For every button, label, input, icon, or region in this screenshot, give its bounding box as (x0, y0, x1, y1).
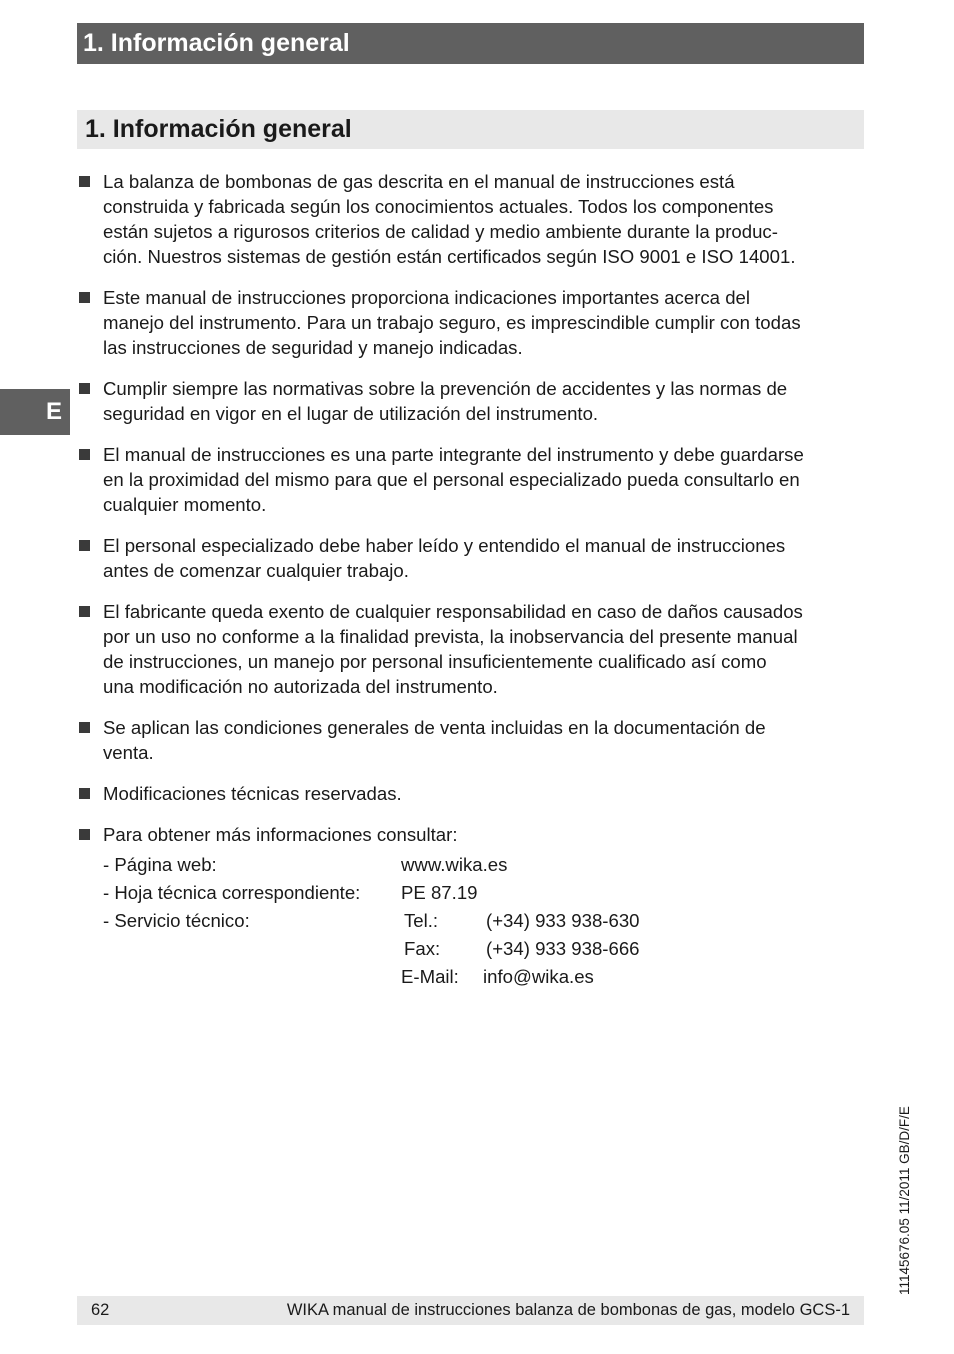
page-footer (77, 1296, 864, 1325)
list-item-text: Modificaciones técnicas reservadas. (103, 783, 402, 804)
datasheet-value: PE 87.19 (401, 882, 478, 903)
list-item (77, 715, 877, 765)
contact-row-service (103, 907, 703, 935)
list-item-text: Para obtener más informaciones consultar: (103, 824, 458, 845)
list-item (77, 442, 877, 517)
list-item (77, 533, 877, 583)
bullet-list (77, 169, 877, 863)
email-label: E-Mail: (401, 966, 459, 987)
square-bullet-icon (79, 829, 90, 840)
square-bullet-icon (79, 176, 90, 187)
square-bullet-icon (79, 292, 90, 303)
language-tab (0, 389, 70, 435)
list-item-text: Se aplican las condiciones generales de venta incluidas en la documentación de venta. (103, 717, 766, 763)
datasheet-label: - Hoja técnica correspondiente: (103, 882, 361, 903)
contact-row-web (103, 851, 703, 879)
list-item (77, 781, 877, 806)
list-item-text: El personal especializado debe haber leído y entendido el manual de instrucciones antes de comenzar cualquier trabajo. (103, 535, 786, 581)
square-bullet-icon (79, 788, 90, 799)
contact-block (103, 851, 703, 991)
tel-label: Tel.: (404, 910, 439, 931)
list-item-text: El manual de instrucciones es una parte integrante del instrumento y debe guardarse en la proximidad del mismo para que el personal especializado pueda consultarlo en cualquier momento. (103, 444, 804, 515)
list-item-text: La balanza de bombonas de gas descrita en el manual de instrucciones está construida y fabricada según los conocimientos actuales. Todos los componentes están sujetos a rigurosos criterios de calidad y medio ambiente durante la produc- ción. Nuestros sistemas de gestión están certificados según ISO 9001 e ISO 14001. (103, 171, 796, 267)
service-label: - Servicio técnico: (103, 910, 250, 931)
square-bullet-icon (79, 449, 90, 460)
tel-value: (+34) 933 938-630 (486, 910, 640, 931)
web-label: - Página web: (103, 854, 217, 875)
list-item (77, 376, 877, 426)
page-number: 62 (91, 1301, 110, 1319)
section-heading-title: 1. Información general (85, 115, 352, 143)
list-item-text: El fabricante queda exento de cualquier responsabilidad en caso de daños causados por un uso no conforme a la finalidad prevista, la inobservancia del presente manual de instrucciones, un manejo por personal insuficientemente cualificado así como una modificación no autorizada del instrumento. (103, 601, 803, 697)
list-item-text: Este manual de instrucciones proporciona indicaciones importantes acerca del manejo del instrumento. Para un trabajo seguro, es imprescindible cumplir con todas las instrucciones de seguridad y manejo indicadas. (103, 287, 801, 358)
section-heading (77, 110, 864, 149)
list-item (77, 599, 877, 699)
list-item (77, 822, 877, 847)
fax-value: (+34) 933 938-666 (486, 938, 640, 959)
contact-row-fax (103, 935, 703, 963)
email-link[interactable]: info@wika.es (483, 966, 594, 987)
chapter-header (77, 23, 864, 64)
contact-row-email (103, 963, 703, 991)
chapter-header-title: 1. Información general (83, 29, 350, 57)
list-item (77, 169, 877, 269)
contact-row-datasheet (103, 879, 703, 907)
square-bullet-icon (79, 722, 90, 733)
list-item-text: Cumplir siempre las normativas sobre la prevención de accidentes y las normas de seguridad en vigor en el lugar de utilización del instrumento. (103, 378, 788, 424)
square-bullet-icon (79, 383, 90, 394)
document-number: 11145676.05 11/2011 GB/D/F/E (897, 1106, 912, 1295)
footer-title: WIKA manual de instrucciones balanza de bombonas de gas, modelo GCS-1 (286, 1301, 850, 1319)
square-bullet-icon (79, 606, 90, 617)
fax-label: Fax: (404, 938, 441, 959)
list-item (77, 285, 877, 360)
language-tab-label: E (46, 398, 63, 425)
square-bullet-icon (79, 540, 90, 551)
web-link[interactable]: www.wika.es (401, 854, 508, 875)
